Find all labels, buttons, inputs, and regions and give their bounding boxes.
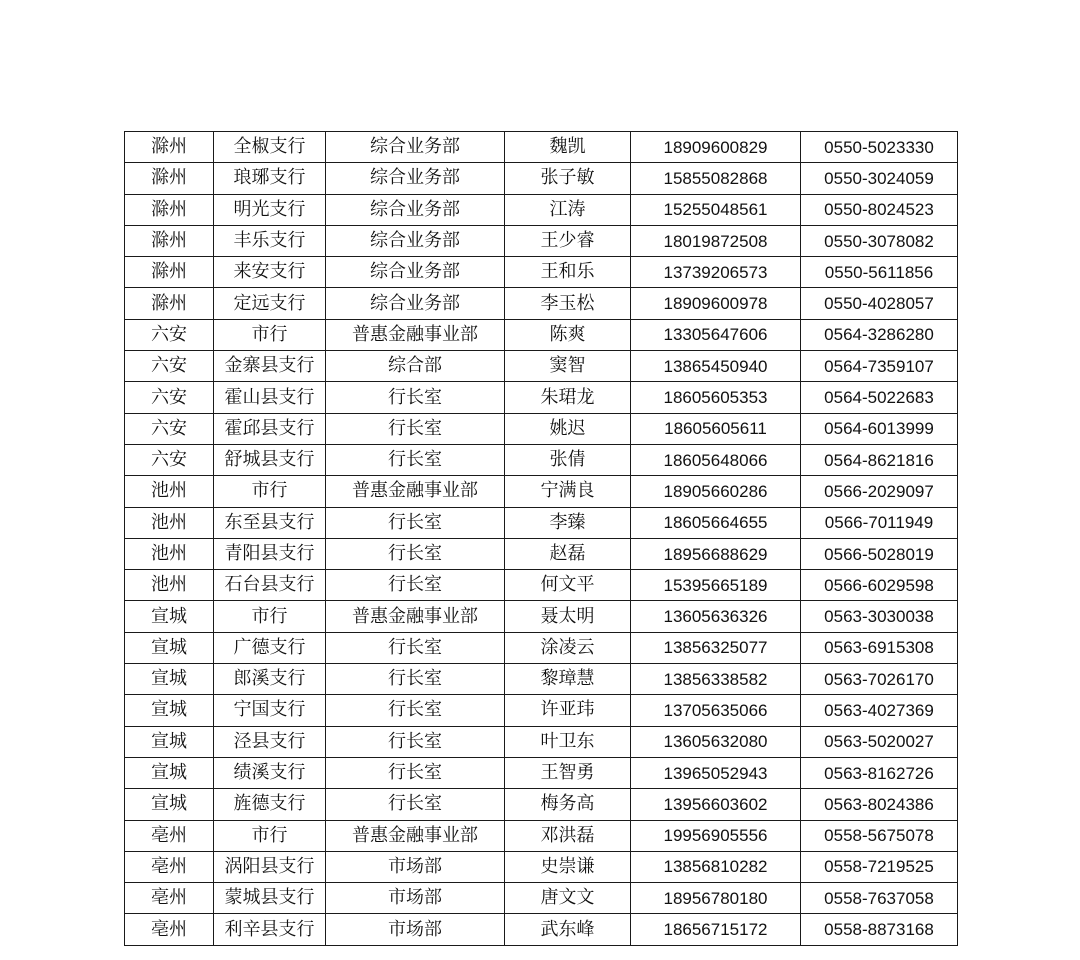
department-cell: 行长室 <box>326 664 505 695</box>
office-phone-cell: 0563-5020027 <box>801 726 958 757</box>
branch-cell: 舒城县支行 <box>214 444 326 475</box>
contact-name-cell: 宁满良 <box>505 476 631 507</box>
contact-name-cell: 梅务高 <box>505 789 631 820</box>
mobile-number-cell: 13956603602 <box>631 789 801 820</box>
table-row <box>125 851 958 882</box>
contact-name-cell: 史崇谦 <box>505 851 631 882</box>
contact-name-cell: 赵磊 <box>505 538 631 569</box>
mobile-number-cell: 13705635066 <box>631 695 801 726</box>
contact-name-cell: 叶卫东 <box>505 726 631 757</box>
office-phone-cell: 0563-3030038 <box>801 601 958 632</box>
office-phone-cell: 0563-7026170 <box>801 664 958 695</box>
branch-cell: 郎溪支行 <box>214 664 326 695</box>
branch-cell: 广德支行 <box>214 632 326 663</box>
city-cell: 六安 <box>125 444 214 475</box>
contact-table-body <box>125 132 958 946</box>
department-cell: 行长室 <box>326 507 505 538</box>
mobile-number-cell: 13739206573 <box>631 257 801 288</box>
table-row <box>125 820 958 851</box>
mobile-number-cell: 13965052943 <box>631 757 801 788</box>
city-cell: 池州 <box>125 507 214 538</box>
office-phone-cell: 0550-3024059 <box>801 163 958 194</box>
city-cell: 滁州 <box>125 257 214 288</box>
city-cell: 滁州 <box>125 163 214 194</box>
department-cell: 行长室 <box>326 444 505 475</box>
table-row <box>125 570 958 601</box>
table-row <box>125 351 958 382</box>
contact-name-cell: 王少睿 <box>505 225 631 256</box>
department-cell: 综合业务部 <box>326 225 505 256</box>
mobile-number-cell: 13856325077 <box>631 632 801 663</box>
table-row <box>125 413 958 444</box>
branch-cell: 市行 <box>214 601 326 632</box>
mobile-number-cell: 13605636326 <box>631 601 801 632</box>
branch-cell: 市行 <box>214 319 326 350</box>
city-cell: 宣城 <box>125 757 214 788</box>
city-cell: 亳州 <box>125 820 214 851</box>
department-cell: 综合业务部 <box>326 132 505 163</box>
city-cell: 滁州 <box>125 288 214 319</box>
table-row <box>125 132 958 163</box>
office-phone-cell: 0550-5611856 <box>801 257 958 288</box>
mobile-number-cell: 13856338582 <box>631 664 801 695</box>
table-row <box>125 601 958 632</box>
department-cell: 综合业务部 <box>326 194 505 225</box>
city-cell: 六安 <box>125 351 214 382</box>
contact-name-cell: 王智勇 <box>505 757 631 788</box>
city-cell: 池州 <box>125 538 214 569</box>
mobile-number-cell: 18019872508 <box>631 225 801 256</box>
office-phone-cell: 0566-7011949 <box>801 507 958 538</box>
branch-cell: 金寨县支行 <box>214 351 326 382</box>
office-phone-cell: 0558-7219525 <box>801 851 958 882</box>
table-row <box>125 883 958 914</box>
branch-cell: 蒙城县支行 <box>214 883 326 914</box>
city-cell: 宣城 <box>125 726 214 757</box>
office-phone-cell: 0558-8873168 <box>801 914 958 945</box>
mobile-number-cell: 15855082868 <box>631 163 801 194</box>
department-cell: 行长室 <box>326 570 505 601</box>
city-cell: 池州 <box>125 476 214 507</box>
contact-name-cell: 窦智 <box>505 351 631 382</box>
branch-cell: 来安支行 <box>214 257 326 288</box>
office-phone-cell: 0564-7359107 <box>801 351 958 382</box>
contact-name-cell: 张倩 <box>505 444 631 475</box>
mobile-number-cell: 15395665189 <box>631 570 801 601</box>
contact-name-cell: 唐文文 <box>505 883 631 914</box>
branch-cell: 利辛县支行 <box>214 914 326 945</box>
contact-name-cell: 何文平 <box>505 570 631 601</box>
mobile-number-cell: 18905660286 <box>631 476 801 507</box>
table-row <box>125 444 958 475</box>
department-cell: 行长室 <box>326 382 505 413</box>
mobile-number-cell: 15255048561 <box>631 194 801 225</box>
table-row <box>125 695 958 726</box>
city-cell: 宣城 <box>125 632 214 663</box>
mobile-number-cell: 13856810282 <box>631 851 801 882</box>
office-phone-cell: 0566-2029097 <box>801 476 958 507</box>
table-row <box>125 914 958 945</box>
branch-cell: 定远支行 <box>214 288 326 319</box>
table-row <box>125 225 958 256</box>
contact-name-cell: 武东峰 <box>505 914 631 945</box>
office-phone-cell: 0564-5022683 <box>801 382 958 413</box>
mobile-number-cell: 18605664655 <box>631 507 801 538</box>
department-cell: 行长室 <box>326 726 505 757</box>
office-phone-cell: 0564-6013999 <box>801 413 958 444</box>
office-phone-cell: 0550-4028057 <box>801 288 958 319</box>
department-cell: 综合业务部 <box>326 288 505 319</box>
city-cell: 宣城 <box>125 789 214 820</box>
branch-cell: 明光支行 <box>214 194 326 225</box>
mobile-number-cell: 18605605353 <box>631 382 801 413</box>
contact-name-cell: 邓洪磊 <box>505 820 631 851</box>
office-phone-cell: 0563-4027369 <box>801 695 958 726</box>
mobile-number-cell: 18656715172 <box>631 914 801 945</box>
mobile-number-cell: 19956905556 <box>631 820 801 851</box>
branch-cell: 旌德支行 <box>214 789 326 820</box>
table-row <box>125 257 958 288</box>
city-cell: 亳州 <box>125 883 214 914</box>
contact-name-cell: 姚迟 <box>505 413 631 444</box>
city-cell: 宣城 <box>125 601 214 632</box>
department-cell: 行长室 <box>326 538 505 569</box>
branch-cell: 泾县支行 <box>214 726 326 757</box>
office-phone-cell: 0550-3078082 <box>801 225 958 256</box>
contact-name-cell: 江涛 <box>505 194 631 225</box>
department-cell: 普惠金融事业部 <box>326 476 505 507</box>
branch-cell: 市行 <box>214 820 326 851</box>
department-cell: 综合部 <box>326 351 505 382</box>
office-phone-cell: 0563-8162726 <box>801 757 958 788</box>
contact-name-cell: 张子敏 <box>505 163 631 194</box>
city-cell: 池州 <box>125 570 214 601</box>
branch-cell: 市行 <box>214 476 326 507</box>
contact-name-cell: 王和乐 <box>505 257 631 288</box>
contact-name-cell: 许亚玮 <box>505 695 631 726</box>
contact-name-cell: 涂凌云 <box>505 632 631 663</box>
department-cell: 综合业务部 <box>326 163 505 194</box>
department-cell: 普惠金融事业部 <box>326 319 505 350</box>
branch-cell: 丰乐支行 <box>214 225 326 256</box>
city-cell: 亳州 <box>125 851 214 882</box>
city-cell: 六安 <box>125 382 214 413</box>
city-cell: 滁州 <box>125 194 214 225</box>
branch-cell: 全椒支行 <box>214 132 326 163</box>
mobile-number-cell: 18909600829 <box>631 132 801 163</box>
mobile-number-cell: 18605605611 <box>631 413 801 444</box>
city-cell: 亳州 <box>125 914 214 945</box>
branch-cell: 石台县支行 <box>214 570 326 601</box>
table-row <box>125 664 958 695</box>
department-cell: 行长室 <box>326 413 505 444</box>
table-row <box>125 476 958 507</box>
branch-cell: 绩溪支行 <box>214 757 326 788</box>
city-cell: 宣城 <box>125 664 214 695</box>
branch-cell: 霍山县支行 <box>214 382 326 413</box>
office-phone-cell: 0566-6029598 <box>801 570 958 601</box>
table-row <box>125 288 958 319</box>
office-phone-cell: 0564-8621816 <box>801 444 958 475</box>
table-row <box>125 194 958 225</box>
office-phone-cell: 0566-5028019 <box>801 538 958 569</box>
table-row <box>125 757 958 788</box>
office-phone-cell: 0563-8024386 <box>801 789 958 820</box>
department-cell: 普惠金融事业部 <box>326 601 505 632</box>
department-cell: 市场部 <box>326 914 505 945</box>
department-cell: 普惠金融事业部 <box>326 820 505 851</box>
table-row <box>125 507 958 538</box>
city-cell: 滁州 <box>125 225 214 256</box>
mobile-number-cell: 13865450940 <box>631 351 801 382</box>
office-phone-cell: 0550-8024523 <box>801 194 958 225</box>
table-row <box>125 163 958 194</box>
branch-cell: 东至县支行 <box>214 507 326 538</box>
contact-table <box>124 131 958 946</box>
contact-name-cell: 陈爽 <box>505 319 631 350</box>
contact-name-cell: 朱珺龙 <box>505 382 631 413</box>
contact-name-cell: 魏凯 <box>505 132 631 163</box>
department-cell: 市场部 <box>326 851 505 882</box>
table-row <box>125 382 958 413</box>
department-cell: 市场部 <box>326 883 505 914</box>
contact-name-cell: 黎璋慧 <box>505 664 631 695</box>
city-cell: 滁州 <box>125 132 214 163</box>
office-phone-cell: 0558-5675078 <box>801 820 958 851</box>
office-phone-cell: 0550-5023330 <box>801 132 958 163</box>
table-row <box>125 726 958 757</box>
office-phone-cell: 0564-3286280 <box>801 319 958 350</box>
city-cell: 宣城 <box>125 695 214 726</box>
table-row <box>125 789 958 820</box>
table-row <box>125 538 958 569</box>
branch-cell: 涡阳县支行 <box>214 851 326 882</box>
mobile-number-cell: 18605648066 <box>631 444 801 475</box>
office-phone-cell: 0563-6915308 <box>801 632 958 663</box>
contact-name-cell: 聂太明 <box>505 601 631 632</box>
branch-cell: 宁国支行 <box>214 695 326 726</box>
city-cell: 六安 <box>125 319 214 350</box>
mobile-number-cell: 18909600978 <box>631 288 801 319</box>
department-cell: 行长室 <box>326 632 505 663</box>
mobile-number-cell: 13605632080 <box>631 726 801 757</box>
department-cell: 综合业务部 <box>326 257 505 288</box>
department-cell: 行长室 <box>326 789 505 820</box>
department-cell: 行长室 <box>326 757 505 788</box>
contact-name-cell: 李玉松 <box>505 288 631 319</box>
branch-cell: 青阳县支行 <box>214 538 326 569</box>
branch-cell: 琅琊支行 <box>214 163 326 194</box>
contact-name-cell: 李臻 <box>505 507 631 538</box>
mobile-number-cell: 18956688629 <box>631 538 801 569</box>
table-row <box>125 632 958 663</box>
city-cell: 六安 <box>125 413 214 444</box>
department-cell: 行长室 <box>326 695 505 726</box>
table-row <box>125 319 958 350</box>
branch-cell: 霍邱县支行 <box>214 413 326 444</box>
office-phone-cell: 0558-7637058 <box>801 883 958 914</box>
mobile-number-cell: 18956780180 <box>631 883 801 914</box>
mobile-number-cell: 13305647606 <box>631 319 801 350</box>
